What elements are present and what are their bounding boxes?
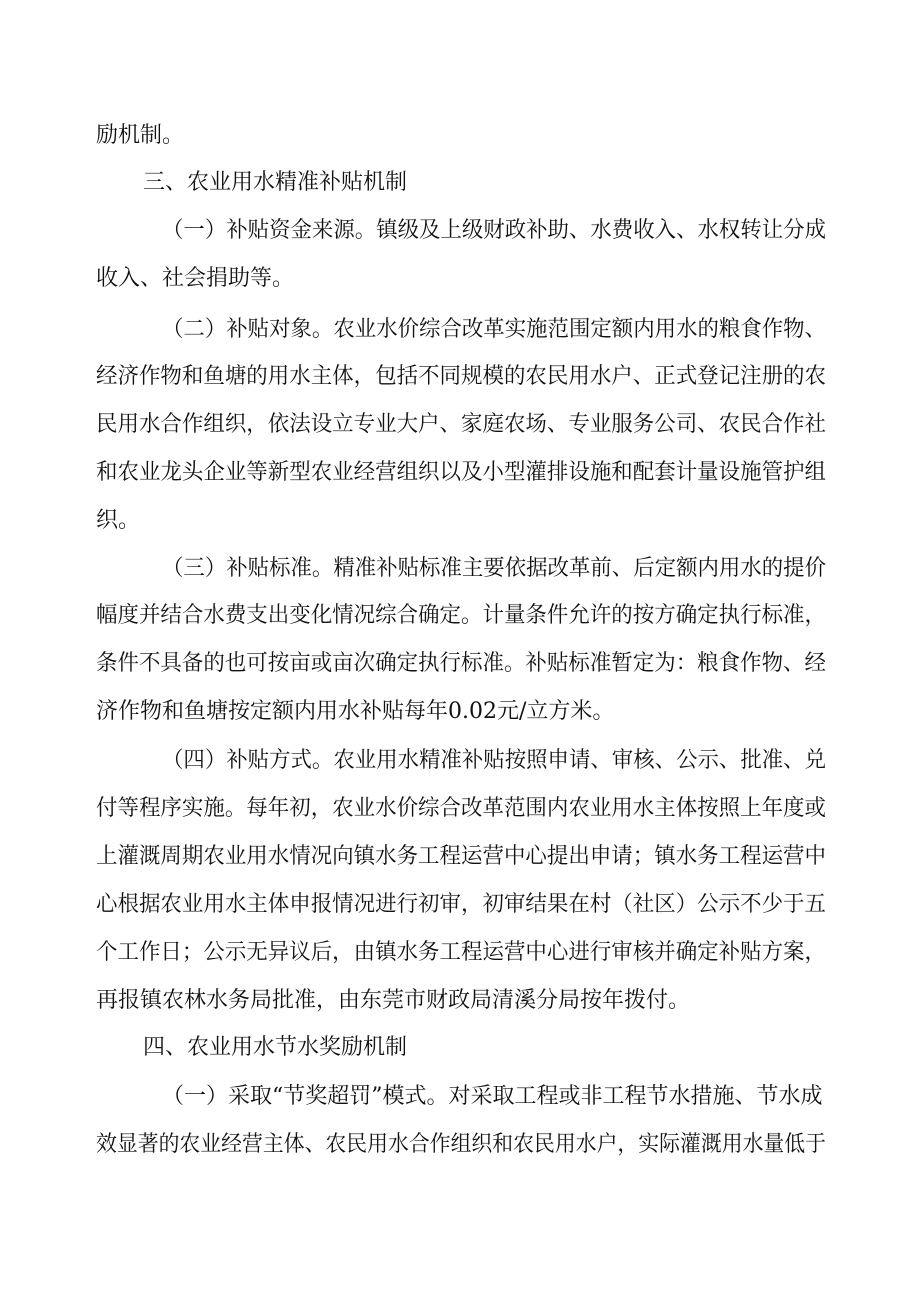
section-heading: 三、农业用水精准补贴机制 (143, 170, 408, 195)
paragraph-line: 效显著的农业经营主体、农民用水合作组织和农民用水户，实际灌溉用水量低于 (96, 1132, 827, 1157)
paragraph-line: 民用水合作组织，依法设立专业大户、家庭农场、专业服务公司、农民合作社 (96, 412, 827, 437)
paragraph-line: 幅度并结合水费支出变化情况综合确定。计量条件允许的按方确定执行标准， (96, 603, 827, 628)
paragraph-line: （四）补贴方式。农业用水精准补贴按照申请、审核、公示、批准、兑 (162, 748, 827, 773)
paragraph-line: 上灌溉周期农业用水情况向镇水务工程运营中心提出申请；镇水务工程运营中 (96, 844, 827, 869)
paragraph-line: （二）补贴对象。农业水价综合改革实施范围定额内用水的粮食作物、 (162, 317, 827, 342)
paragraph-line: 励机制。 (96, 123, 185, 148)
paragraph-line: 济作物和鱼塘按定额内用水补贴每年0.02元/立方米。 (96, 699, 615, 724)
paragraph-line: 个工作日；公示无异议后，由镇水务工程运营中心进行审核并确定补贴方案， (96, 940, 827, 965)
paragraph-line: （三）补贴标准。精准补贴标准主要依据改革前、后定额内用水的提价 (162, 556, 827, 581)
paragraph-line: 织。 (96, 508, 141, 533)
paragraph-line: 付等程序实施。每年初，农业水价综合改革范围内农业用水主体按照上年度或 (96, 796, 827, 821)
paragraph-line: 条件不具备的也可按亩或亩次确定执行标准。补贴标准暂定为：粮食作物、经 (96, 651, 827, 676)
paragraph-line: （一）补贴资金来源。镇级及上级财政补助、水费收入、水权转让分成 (162, 218, 827, 243)
section-heading: 四、农业用水节水奖励机制 (143, 1035, 408, 1060)
paragraph-line: 经济作物和鱼塘的用水主体，包括不同规模的农民用水户、正式登记注册的农 (96, 364, 827, 389)
paragraph-line: 和农业龙头企业等新型农业经营组织以及小型灌排设施和配套计量设施管护组 (96, 460, 827, 485)
paragraph-line: 心根据农业用水主体申报情况进行初审，初审结果在村（社区）公示不少于五 (96, 892, 827, 917)
paragraph-line: （一）采取“节奖超罚”模式。对采取工程或非工程节水措施、节水成 (162, 1084, 823, 1109)
paragraph-line: 再报镇农林水务局批准，由东莞市财政局清溪分局按年拨付。 (96, 988, 691, 1013)
paragraph-line: 收入、社会捐助等。 (96, 266, 295, 291)
